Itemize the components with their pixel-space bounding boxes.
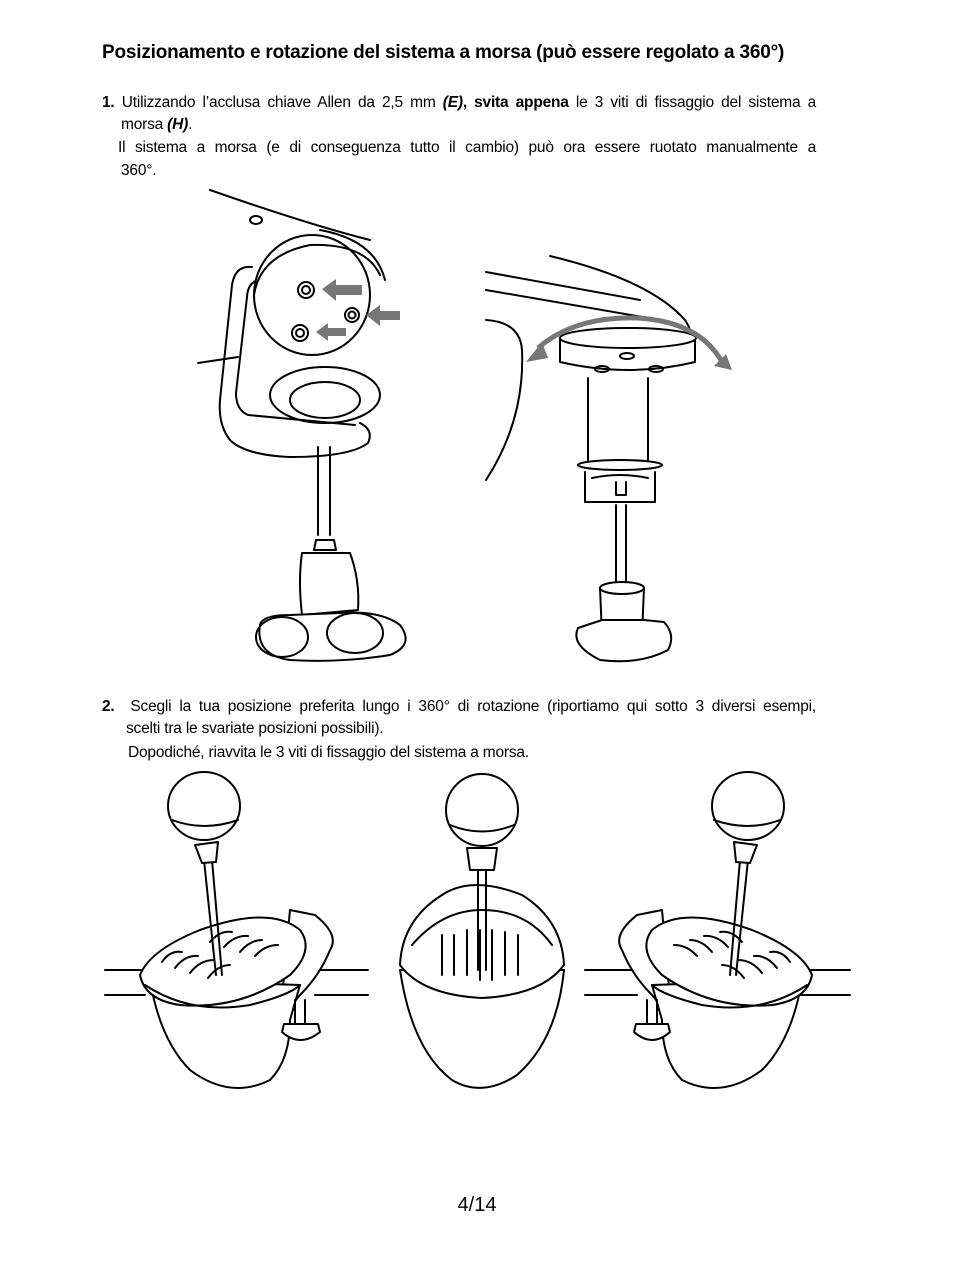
step-1 [102,92,816,136]
step-1-line-2 [102,114,816,136]
step-2-text: Scegli la tua posizione preferita lungo i 360° di rotazione (riportiamo qui sotto 3 diversi esempi, [130,698,816,715]
shifter-position-center-illustration [392,770,572,1100]
step-2-number: 2. [102,698,115,715]
step-1-text-b: le 3 viti di fissaggio del sistema a [568,94,816,111]
bold-action: svita appena [474,94,569,111]
step-2-line-1 [102,696,816,718]
step-1-number: 1. [102,94,115,111]
section-heading: Posizionamento e rotazione del sistema a morsa (può essere regolato a 360°) [102,42,785,63]
comma: , [462,94,475,111]
clamp-loosen-illustration [190,185,430,665]
step-1-text: Utilizzando l’acclusa chiave Allen da 2,5 mm [121,94,443,111]
step-1-line-1 [102,92,816,114]
step-1-note-line-2: 360°. [121,162,157,179]
step-1-text-d: . [188,116,193,133]
shifter-position-right-illustration [582,770,852,1100]
step-1-text-c: morsa [121,116,168,133]
shifter-position-left-illustration [100,770,370,1100]
ref-e: (E) [442,94,463,111]
step-2-line-2: scelti tra le svariate posizioni possibili). [126,720,384,737]
clamp-rotation-illustration [480,250,740,670]
ref-h: (H) [167,116,189,133]
page-number: 4/14 [457,1194,497,1216]
step-2-line-3: Dopodiché, riavvita le 3 viti di fissaggio del sistema a morsa. [128,744,529,761]
step-2 [102,696,816,764]
step-1-note-line-1: Il sistema a morsa (e di conseguenza tutto il cambio) può ora essere ruotato manualmente a [118,139,816,156]
